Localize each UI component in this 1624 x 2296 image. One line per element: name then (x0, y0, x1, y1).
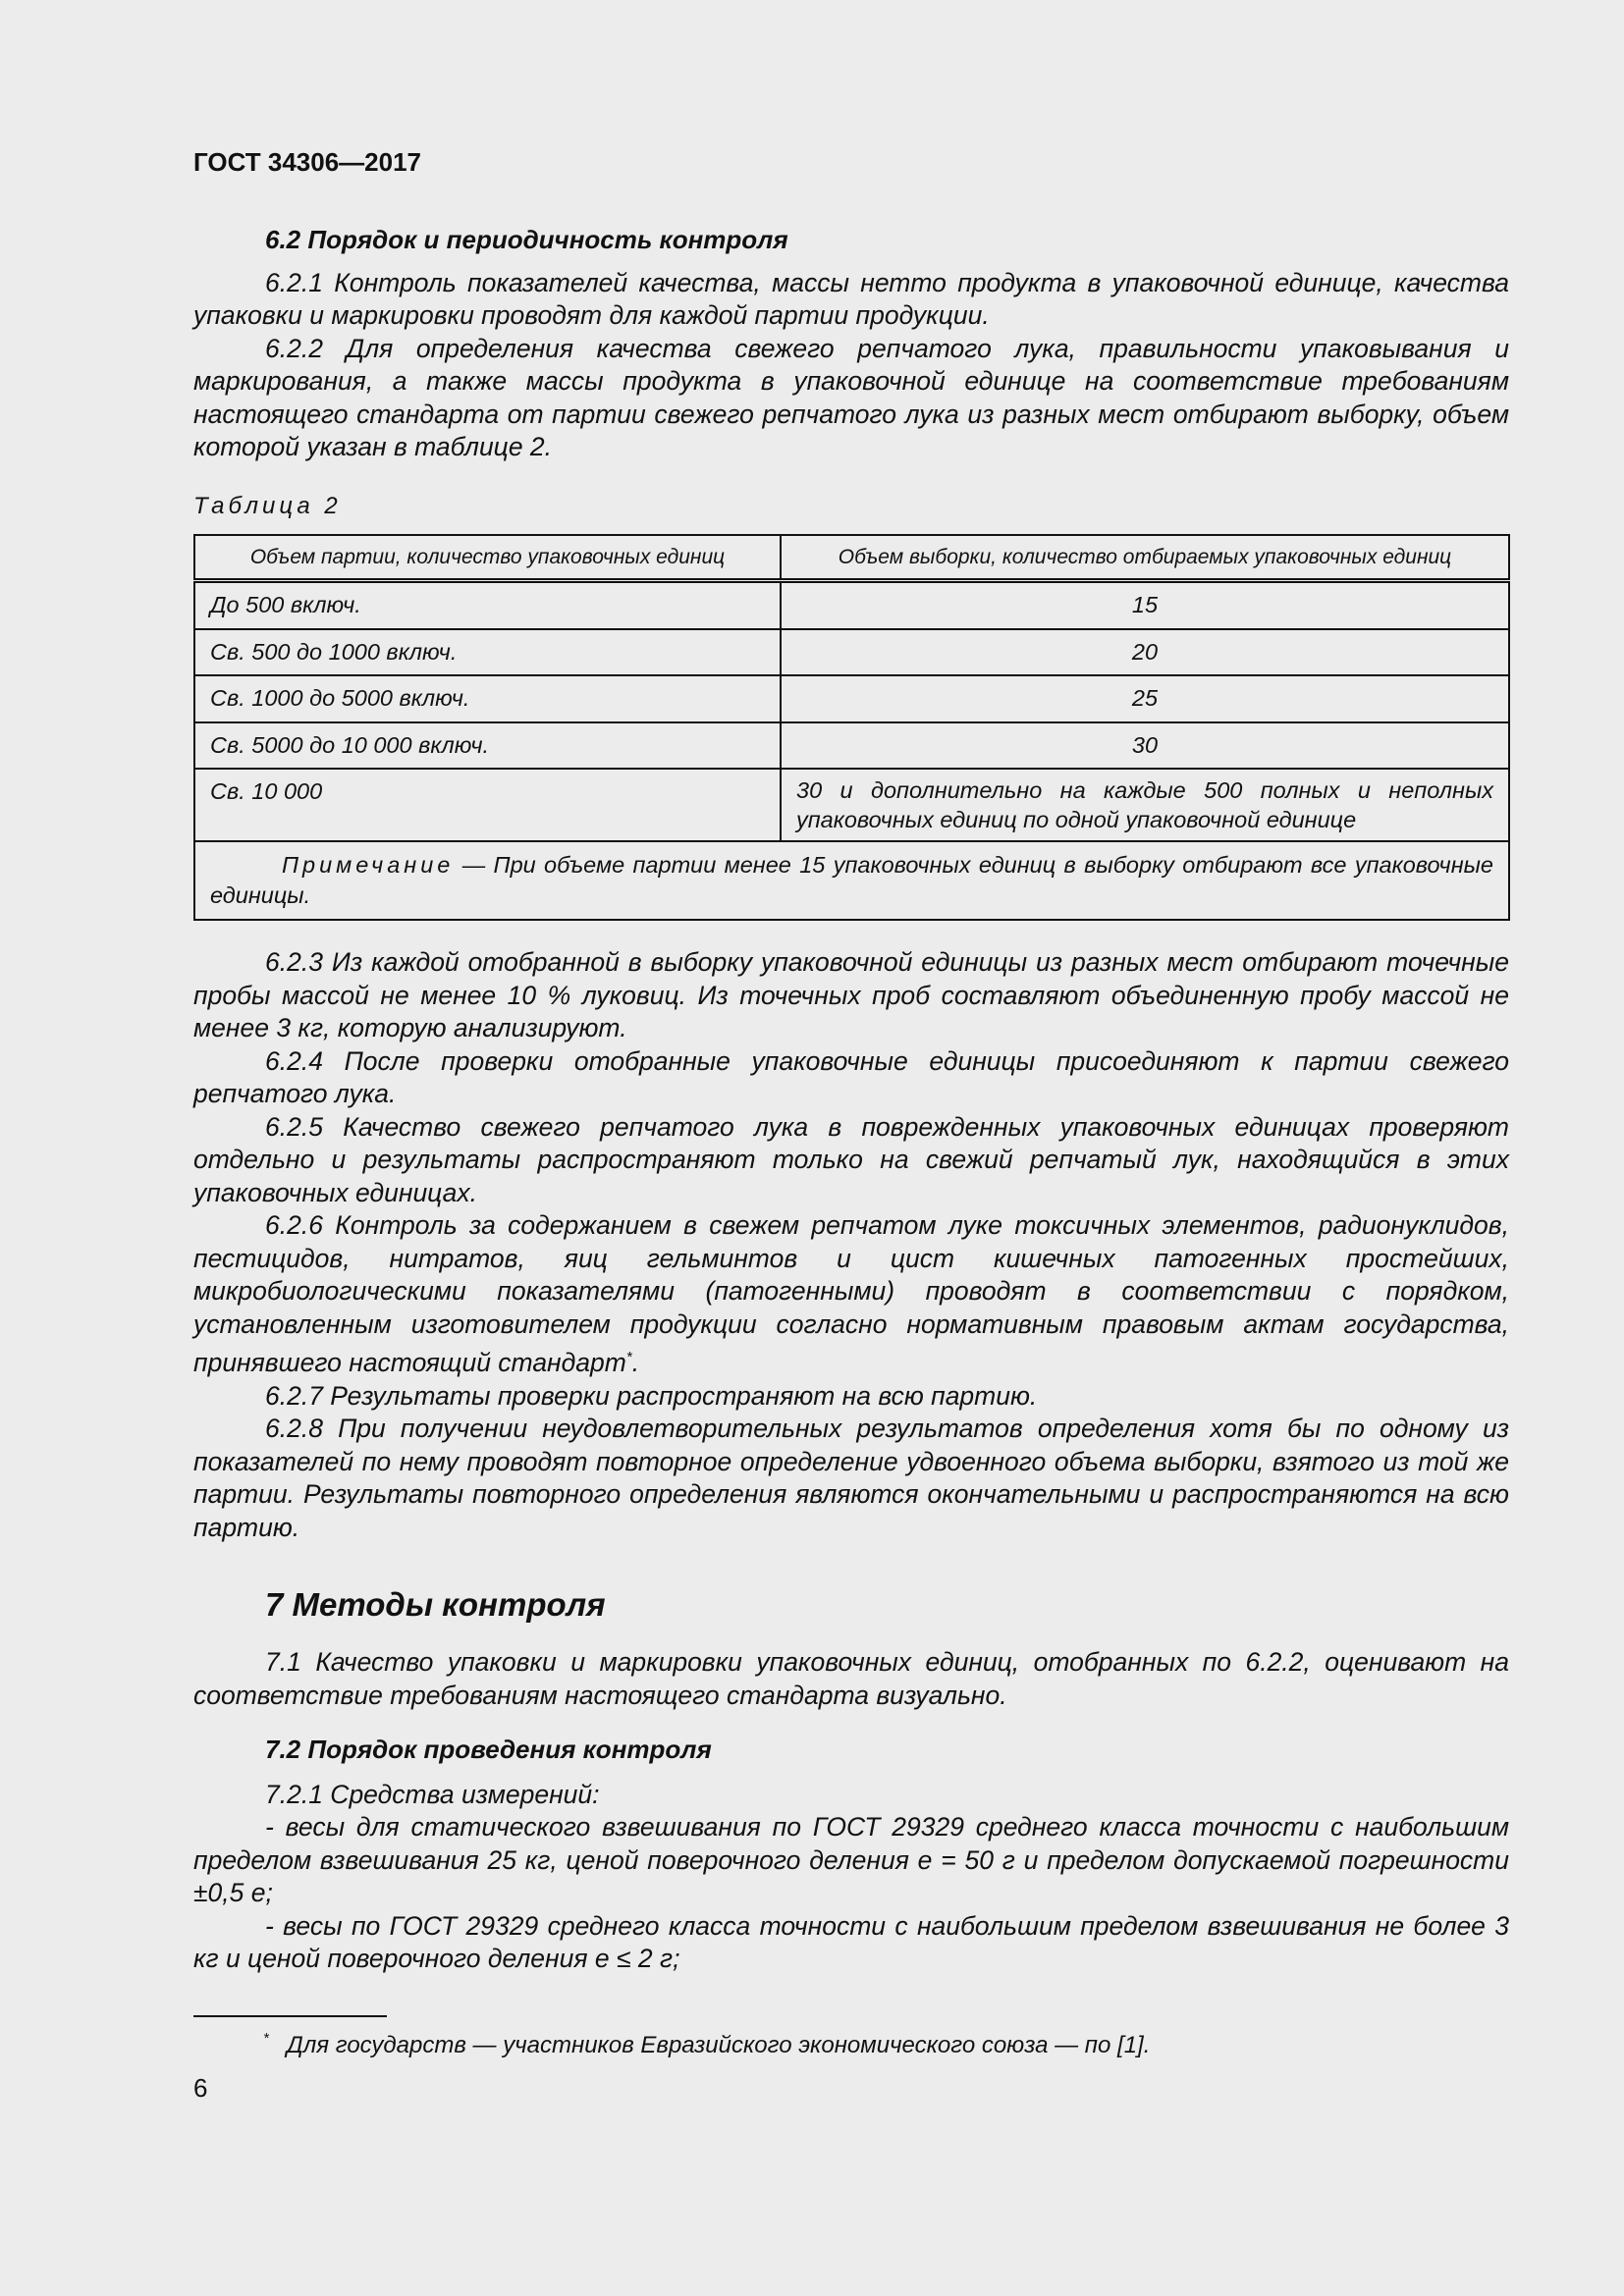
paragraph-7-1: 7.1 Качество упаковки и маркировки упаковочных единиц, отобранных по 6.2.2, оценивают на соответствие требованиям настоящего стандарта визуально. (193, 1647, 1509, 1710)
table-cell-lot: Св. 500 до 1000 включ. (194, 629, 781, 676)
table-row (194, 581, 1509, 629)
paragraphs-after-table (193, 946, 1509, 1544)
table-cell-lot: До 500 включ. (194, 581, 781, 629)
page-body (193, 224, 1509, 1976)
footnote-text: Для государств — участников Евразийского экономического союза — по [1]. (286, 2032, 1151, 2058)
list-item: - весы по ГОСТ 29329 среднего класса точности с наибольшим пределом взвешивания не более 3 кг и ценой поверочного деления е ≤ 2 г; (193, 1910, 1509, 1973)
table-row (194, 722, 1509, 770)
table-cell-sample: 30 и дополнительно на каждые 500 полных и неполных упаковочных единиц по одной упаковочной единице (781, 769, 1509, 841)
section-heading-7: 7 Методы контроля (265, 1586, 606, 1623)
paragraph-6-2-3: 6.2.3 Из каждой отобранной в выборку упаковочной единицы из разных мест отбирают точечные пробы массой не менее 10 % луковиц. Из точечных проб составляют объединенную пробу массой не менее 3 кг, которую анализируют. (193, 947, 1509, 1042)
table-header-row (194, 535, 1509, 581)
footnote-reference: * (625, 1349, 632, 1365)
paragraph-6-2-5: 6.2.5 Качество свежего репчатого лука в поврежденных упаковочных единицах проверяют отдельно и результаты распространяют только на свежий репчатый лук, находящийся в этих упаковочных единицах. (193, 1111, 1509, 1207)
paragraph-6-2-8: 6.2.8 При получении неудовлетворительных результатов определения хотя бы по одному из показателей по нему проводят повторное определение удвоенного объема выборки, взятого из той же партии. Результаты повторного определения являются окончательными и распространяются на всю партию. (193, 1414, 1509, 1542)
document-header: ГОСТ 34306—2017 (193, 147, 421, 177)
table-cell-sample: 20 (781, 629, 1509, 676)
paragraph-6-2-6-end: . (631, 1348, 640, 1377)
table-note-text: — При объеме партии менее 15 упаковочных единиц в выборку отбирают все упаковочные единицы. (210, 852, 1493, 908)
footnote-divider (193, 2015, 387, 2017)
table-row (194, 675, 1509, 722)
paragraph-6-2-1: 6.2.1 Контроль показателей качества, массы нетто продукта в упаковочной единице, качества упаковки и маркировки проводят для каждой партии продукции. (193, 267, 1509, 330)
table-cell-sample: 15 (781, 581, 1509, 629)
table-cell-lot: Св. 5000 до 10 000 включ. (194, 722, 781, 770)
section-heading-6-2: 6.2 Порядок и периодичность контроля (265, 225, 788, 254)
table-cell-sample: 25 (781, 675, 1509, 722)
table-header-sample-size: Объем выборки, количество отбираемых упаковочных единиц (781, 535, 1509, 581)
paragraph-7-2-1: 7.2.1 Средства измерений: (265, 1779, 600, 1809)
table-note-label: Примечание (282, 852, 455, 878)
table-row (194, 629, 1509, 676)
table-header-lot-size: Объем партии, количество упаковочных единиц (194, 535, 781, 581)
list-item: - весы для статического взвешивания по ГОСТ 29329 среднего класса точности с наибольшим пределом взвешивания 25 кг, ценой поверочного деления е = 50 г и пределом допускаемой погрешности ±0,5 е; (193, 1812, 1509, 1907)
table-cell-lot: Св. 1000 до 5000 включ. (194, 675, 781, 722)
paragraph-6-2-7: 6.2.7 Результаты проверки распространяют на всю партию. (265, 1380, 1038, 1411)
paragraph-6-2-6 (193, 1209, 1509, 1380)
section-heading-7-2: 7.2 Порядок проведения контроля (265, 1735, 712, 1764)
table-row (194, 769, 1509, 841)
paragraph-6-2-6-text: 6.2.6 Контроль за содержанием в свежем репчатом луке токсичных элементов, радионуклидов, пестицидов, нитратов, яиц гельминтов и цист кишечных патогенных простейших, микробиологическими показателями (патогенными) проводят в соответствии с порядком, установленным изготовителем продукции согласно нормативным правовым актам государства, принявшего настоящий стандарт (193, 1210, 1509, 1377)
sample-size-table (193, 534, 1510, 921)
paragraph-6-2-2: 6.2.2 Для определения качества свежего репчатого лука, правильности упаковывания и маркирования, а также массы продукта в упаковочной единице на соответствие требованиям настоящего стандарта от партии свежего репчатого лука из разных мест отбирают выборку, объем которой указан в таблице 2. (193, 333, 1509, 461)
paragraph-6-2-4: 6.2.4 После проверки отобранные упаковочные единицы присоединяют к партии свежего репчатого лука. (193, 1045, 1509, 1108)
table-note (194, 841, 1509, 920)
table-cell-sample: 30 (781, 722, 1509, 770)
footnote (263, 2030, 1150, 2059)
footnote-mark: * (263, 2030, 269, 2047)
table-caption: Таблица 2 (193, 492, 342, 519)
table-note-row (194, 841, 1509, 920)
page-number: 6 (193, 2073, 208, 2103)
table-cell-lot: Св. 10 000 (194, 769, 781, 841)
